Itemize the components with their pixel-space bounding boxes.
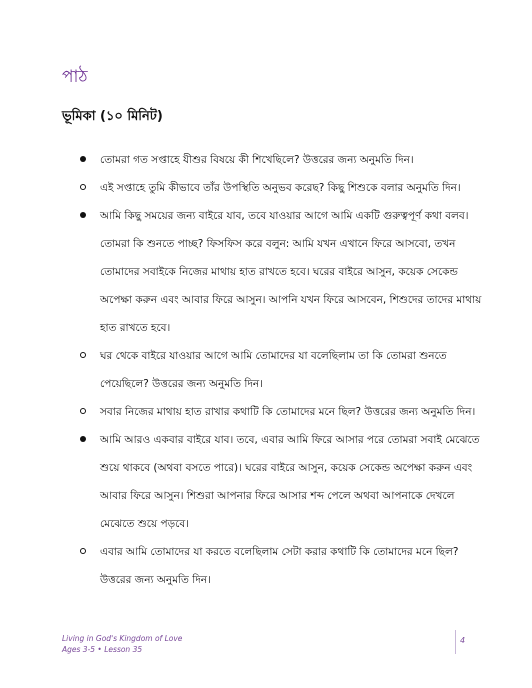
hollow-bullet-icon <box>80 408 86 414</box>
bullet-list <box>80 146 484 594</box>
footer-divider <box>455 630 456 654</box>
list-item-text: তোমরা গত সপ্তাহে যীশুর বিষয়ে কী শিখেছিলে? উত্তরের জন্য অনুমতি দিন। <box>100 154 414 166</box>
list-item-text: এই সপ্তাহে তুমি কীভাবে তাঁর উপস্থিতি অনুভব করেছ? কিছু শিশুকে বলার অনুমতি দিন। <box>100 182 461 194</box>
list-item <box>80 202 484 342</box>
list-item <box>80 146 484 174</box>
page-title: পাঠ <box>62 67 88 87</box>
list-item-text: আমি কিছু সময়ের জন্য বাইরে যাব, তবে যাওয়ার আগে আমি একটি গুরুত্বপূর্ণ কথা বলব। তোমরা কি শুনতে পাচ্ছ? ফিসফিস করে বলুন: আমি যখন এখানে ফিরে আসবো, তখন তোমাদের সবাইকে নিজের মাথায় হাত রাখতে হবে। ঘরের বাইরে আসুন, কয়েক সেকেন্ড অপেক্ষা করুন এবং আবার ফিরে আসুন। আপনি যখন ফিরে আসবেন, শিশুদের তাদের মাথায় হাত রাখতে হবে। <box>100 210 482 334</box>
list-item-text: ঘর থেকে বাইরে যাওয়ার আগে আমি তোমাদের যা বলেছিলাম তা কি তোমরা শুনতে পেয়েছিলে? উত্তরের জন্য অনুমতি দিন। <box>100 350 447 390</box>
list-item-text: এবার আমি তোমাদের যা করতে বলেছিলাম সেটা করার কথাটি কি তোমাদের মনে ছিল? উত্তরের জন্য অনুমতি দিন। <box>100 546 459 586</box>
filled-bullet-icon <box>80 436 86 442</box>
list-item-text: আমি আরও একবার বাইরে যাব। তবে, এবার আমি ফিরে আসার পরে তোমরা সবাই মেঝেতে শুয়ে থাকবে (অথবা বসতে পারে)। ঘরের বাইরে আসুন, কয়েক সেকেন্ড অপেক্ষা করুন এবং আবার ফিরে আসুন। শিশুরা আপনার ফিরে আসার শব্দ পেলে অথবা আপনাকে দেখলে মেঝেতে শুয়ে পড়বে। <box>100 434 480 530</box>
footer <box>62 633 182 655</box>
list-item <box>80 342 484 398</box>
section-heading: ভূমিকা (১০ মিনিট) <box>62 109 163 124</box>
hollow-bullet-icon <box>80 352 86 358</box>
list-item <box>80 538 484 594</box>
list-item <box>80 426 484 538</box>
footer-subtitle: Ages 3-5 • Lesson 35 <box>62 645 143 654</box>
footer-title: Living in God's Kingdom of Love <box>62 634 183 643</box>
list-item-text: সবার নিজের মাথায় হাত রাখার কথাটি কি তোমাদের মনে ছিল? উত্তরের জন্য অনুমতি দিন। <box>100 406 476 418</box>
list-item <box>80 398 484 426</box>
list-item <box>80 174 484 202</box>
filled-bullet-icon <box>80 212 86 218</box>
page-number: 4 <box>460 636 466 645</box>
hollow-bullet-icon <box>80 184 86 190</box>
hollow-bullet-icon <box>80 548 86 554</box>
filled-bullet-icon <box>80 156 86 162</box>
